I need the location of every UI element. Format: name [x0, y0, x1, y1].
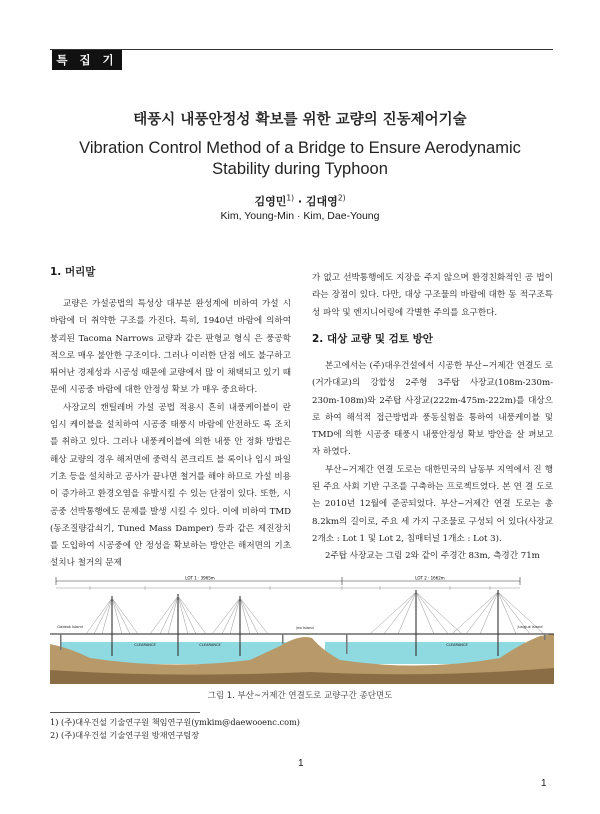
- text-line: 시킬 수 있다. 이에 비하여 TMD (동조질량감쇠기, Tuned: [50, 506, 292, 534]
- text-line: 록이나 임시 파일기초 등을 설치하고 공사가 끝나면 철거를: [50, 454, 291, 482]
- clearance-label-3: CLEARANCE: [446, 643, 468, 647]
- author-separator: ·: [294, 195, 306, 208]
- text-line: 로 하여 해석적 접근방법과 풍동실험을 통하여 내풍케이블: [312, 412, 540, 423]
- text-line: 결 도로는 2010년 12월에 준공되었다. 부산~거제간 연결: [312, 482, 553, 510]
- title-english-line2: Stability during Typhoon: [212, 160, 388, 178]
- authors-english: Kim, Young-Min · Kim, Dae-Young: [220, 210, 380, 222]
- paragraph: [50, 400, 291, 573]
- text-line: 사장교의 캔틸레버 가설 공법 적용시 흔히 내풍케이블이: [63, 402, 279, 413]
- text-line: 펴보고자 하였다.: [312, 430, 554, 458]
- footnote-2: 2) (주)대우건설 기술연구원 방재연구팀장: [50, 730, 200, 740]
- text-line: 해야 하므로 가설 비용이 증가하고 환경오염을 유발시킬 수: [50, 471, 291, 500]
- clearance-label-1: CLEARANCE: [134, 643, 156, 647]
- paragraph: [312, 462, 553, 548]
- text-line: 도로는 총 8.2km의 길이로, 주요 세 가지 구조물로 구성되: [312, 499, 553, 527]
- text-line: 본고에서는 (주)대우건설에서 시공한 부산~거제간 연결도: [325, 361, 542, 371]
- text-line: 가 없고 선박통행에도 지장을 주지 않으며 환경친화적인 공: [312, 273, 534, 283]
- page-number-outer: 1: [541, 778, 547, 789]
- left-column-body: [50, 296, 291, 573]
- author-1: 김영민: [254, 195, 287, 208]
- section-2-heading: 2. 대상 교량 및 검토 방안: [312, 333, 433, 345]
- text-line: Mass Damper) 등과 같은 제진장치를 도입하여 시공중에 안: [50, 523, 291, 552]
- island-label-1: Jeo Island: [296, 626, 314, 630]
- author-2-note: 2): [337, 193, 346, 203]
- paragraph: [312, 548, 553, 565]
- text-line: 및 TMD에 의한 시공중 태풍시 내풍안정성 확보 방안을 살: [312, 412, 553, 441]
- text-line: 행된 주요 사회 기반 구조를 구축하는 프로젝트였다. 본 연: [312, 464, 553, 493]
- header-rule: [50, 49, 553, 50]
- text-line: 정화 방법은 해상 교량의 경우 해저면에 중력식 콘크리트 블: [50, 437, 291, 465]
- lot1-label: LOT 1 · 3965m: [185, 575, 215, 581]
- section-tag: 특 집 기 사: [52, 50, 122, 70]
- page-number-inner: 1: [298, 758, 304, 769]
- right-column-top: [312, 270, 553, 322]
- paragraph: [312, 358, 553, 462]
- title-english: [40, 138, 560, 180]
- paragraph: [312, 270, 553, 322]
- authors-korean: [40, 193, 560, 209]
- text-line: 있는 단점이 있다. 또한, 시공중 선박통행에도 문제를 발생: [50, 489, 291, 517]
- section-1-heading: 1. 머리말: [50, 266, 96, 278]
- right-column-body: [312, 358, 553, 566]
- text-line: 의하여 붕괴된 Tacoma Narrows 교량과 같은 판형교 형식: [50, 316, 292, 344]
- title-korean: 태풍시 내풍안정성 확보를 위한 교량의 진동제어기술: [133, 112, 467, 128]
- author-2: 김대영: [305, 195, 338, 208]
- bridge-section-drawing: [50, 574, 554, 684]
- text-line: 란 임시 케이블을 설치하여 시공중 태풍시 바람에 안전하도: [50, 402, 291, 431]
- text-line: 가 매우 중요하다.: [190, 385, 258, 396]
- text-line: 적구조특성 파악 및 엔지니어링에 각별한 주의를 요구한다.: [312, 290, 553, 318]
- lot2-label: LOT 2 · 1662m: [415, 575, 445, 581]
- text-line: 은 풍공학적으로 매우 불안한 구조이다. 그러나 이러한 단점: [50, 333, 291, 361]
- text-line: 법이라는 장점이 있다. 다만, 대상 구조물의 바람에 대한 동: [312, 273, 553, 301]
- text-line: 정성을 확보하는 방안은 해저면의 기초설치나 철거의 문제: [50, 541, 292, 569]
- text-line: 이 채택되고 있기 때문에 시공중 바람에 대한 안정성 확보: [50, 368, 291, 396]
- figure-caption: 그림 1. 부산~거제간 연결도로 교량구간 종단면도: [207, 691, 393, 701]
- island-label-2: Jungjuk Island: [517, 625, 543, 629]
- text-line: 록 조치를 취하고 있다. 그러나 내풍케이블에 의한 내풍 안: [50, 420, 292, 448]
- text-line: 2주탑 사장교는 그림 2와 같이 주경간 83m, 측경간 71m: [325, 551, 540, 562]
- footnote-1: 1) (주)대우건설 기술연구원 책임연구원(ymkim@daewooenc.com): [50, 717, 300, 727]
- text-line: 교량은 가설공법의 특성상 대부분 완성계에 비하여 가설: [63, 299, 279, 309]
- text-line: 230m-108m)와 2주탑 사장교(222m-475m-222m)를 대상으: [312, 395, 553, 406]
- text-line: Lot 3).: [473, 533, 502, 544]
- text-line: 부산~거제간 연결 도로는 대한민국의 남동부 지역에서 진: [325, 464, 542, 475]
- paragraph: [50, 296, 291, 400]
- text-line: 어 있다(사장교 2개소 : Lot 1 및 Lot 2, 침매터널 1개소 :: [312, 516, 553, 544]
- footnote-rule: [50, 712, 200, 713]
- clearance-label-2: CLEARANCE: [199, 643, 221, 647]
- island-label-3: Gadeok Island: [57, 625, 83, 629]
- title-english-line1: Vibration Control Method of a Bridge to Ensure Aerodynamic: [79, 139, 521, 157]
- text-line: 시 바람에 더 취약한 구조를 가진다. 특히, 1940년 바람에: [50, 299, 291, 327]
- author-1-note: 1): [286, 193, 295, 203]
- text-line: 로(거가대교)의 강합성 2주형 3주탑 사장교(108m-230m-: [312, 361, 553, 389]
- text-line: 에도 불구하고 뛰어난 경제성과 시공성 때문에 교량에서 많: [50, 350, 292, 379]
